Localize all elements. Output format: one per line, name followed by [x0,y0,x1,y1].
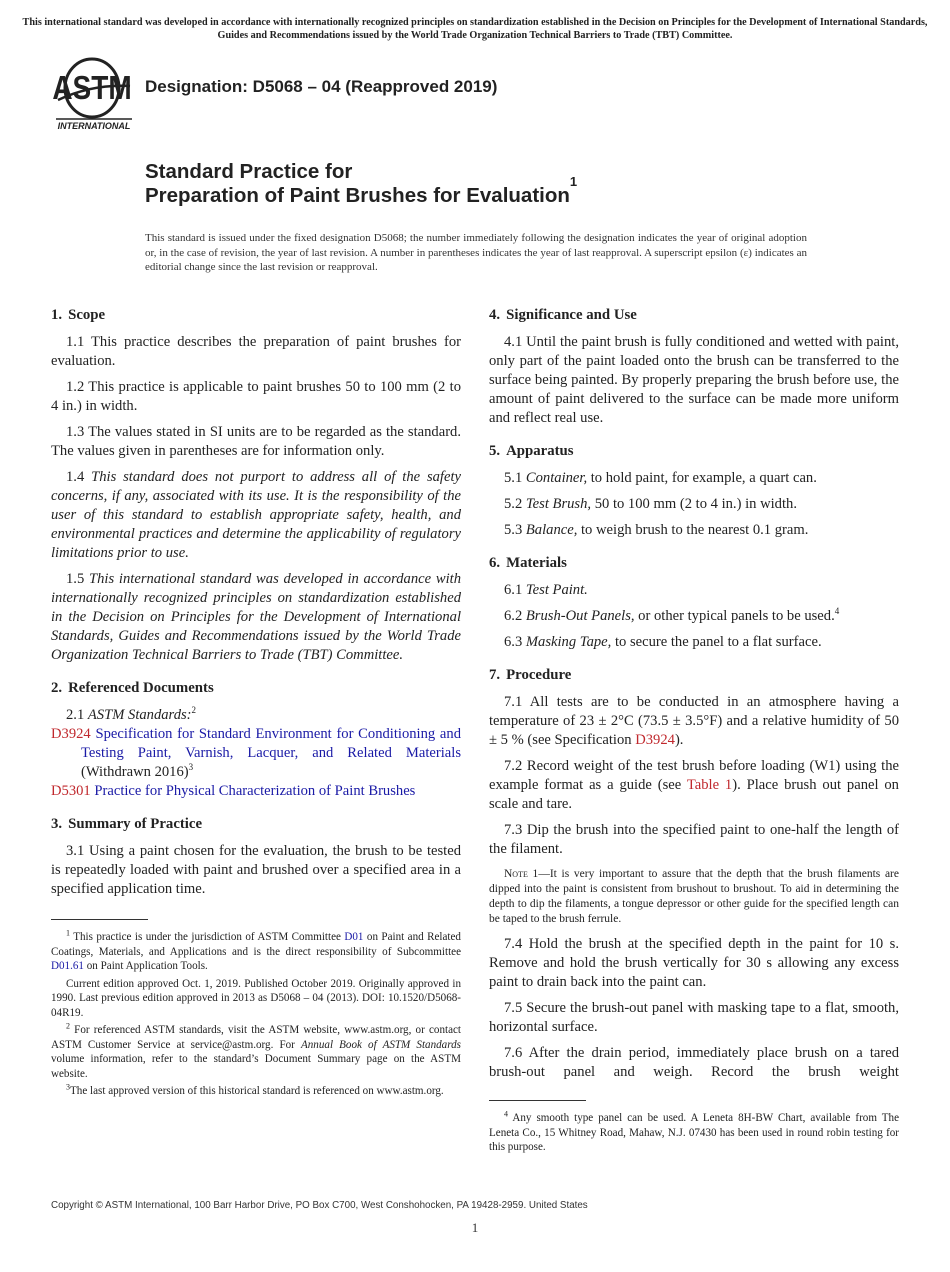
paragraph-1-5: 1.5 This international standard was developed in accordance with internationally recognized principles on standardization established in the Decision on Principles for the Development of International Standards, Guides and Recommendations issued by the World Trade Organization Technical Barriers to Trade (TBT) Committee. [51,571,462,663]
ref-title-link[interactable]: Specification for Standard Environment for Conditioning and Testing Paint, Varnish, Lacquer, and Related Materials [81,726,462,761]
section-scope [51,306,461,665]
paragraph-6-2: 6.2 Brush-Out Panels, or other typical panels to be used.$^4$ [504,606,840,624]
ref-code-link[interactable]: D5301 [51,783,91,799]
section-materials [489,554,899,652]
section-heading: 7. Procedure [489,667,572,683]
paragraph-2-1: 2.1 ASTM Standards:$^2$ [66,705,197,723]
section-heading: 3. Summary of Practice [51,816,203,832]
designation: Designation: D5068 – 04 (Reapproved 2019) [145,77,498,96]
section-summary [51,815,461,899]
section-significance [489,306,899,428]
paragraph-1-1: 1.1 This practice describes the preparation of paint brushes for evaluation. [51,334,461,369]
paragraph-7-1: 7.1 All tests are to be conducted in an atmosphere having a temperature of 23 ± 2°C (73.5 ± 3.5°F) and a relative humidity of 50 ± 5 % (see Specification D3924). [489,694,899,748]
ref-item-d5301 [51,782,461,801]
section-heading: 4. Significance and Use [489,307,637,323]
title-line-2 [145,174,578,208]
footnote-divider [489,1100,586,1101]
svg-text:INTERNATIONAL: INTERNATIONAL [57,121,131,131]
title-text: Preparation of Paint Brushes for Evaluation [145,184,570,207]
subcommittee-link[interactable]: D01.61 [51,960,84,972]
paragraph-7-5: 7.5 Secure the brush-out panel with masking tape to a flat, smooth, horizontal surface. [489,1000,899,1035]
paragraph-6-1: 6.1 Test Paint. [504,582,588,598]
table-1-link[interactable]: Table 1 [686,777,733,793]
title-line-1: Standard Practice for [145,160,353,183]
paragraph-4-1: 4.1 Until the paint brush is fully conditioned and wetted with paint, only part of the paint loaded onto the brush can be transferred to the surface being painted. By properly preparing the brush before use, the amount of paint delivered to the surface can be made more uniform and reflect real use. [489,334,899,426]
paragraph-3-1: 3.1 Using a paint chosen for the evaluation, the brush to be tested is repeatedly loaded with paint and brushed over a specified area in a specified application time. [51,843,461,897]
paragraph-7-3: 7.3 Dip the brush into the specified paint to one-half the length of the filament. [489,822,899,857]
document-title [145,160,577,208]
paragraph-7-4: 7.4 Hold the brush at the specified depth in the paint for 10 s. Remove and hold the brush vertically for 30 s allowing any excess paint to drain back into the paint can. [489,936,899,990]
paragraph-7-6: 7.6 After the drain period, immediately place brush on a tared brush-out panel and weigh. Record the brush weight [489,1045,899,1080]
ref-title-link[interactable]: Practice for Physical Characterization of Paint Brushes [94,783,416,799]
edition-note: Current edition approved Oct. 1, 2019. Published October 2019. Originally approved in 1990. Last previous edition approved in 2013 as D5068 – 04 (2013). DOI: 10.1520/D5068-04R19. [51,977,461,1019]
d3924-link[interactable]: D3924 [635,732,675,748]
footnote-ref[interactable]: 3 [188,762,194,773]
copyright-footer: Copyright © ASTM International, 100 Barr Harbor Drive, PO Box C700, West Conshohocken, PA 19428-2959. United States [51,1200,588,1211]
paragraph-5-3: 5.3 Balance, to weigh brush to the nearest 0.1 gram. [504,522,809,538]
tbt-notice: This international standard was developed in accordance with internationally recognized principles on standardization established in the Decision on Principles for the Development of International Standards, Guides and Recommendations issued by the World Trade Organization Technical Barriers to Trade (TBT) Committee. [22,17,928,41]
paragraph-6-3: 6.3 Masking Tape, to secure the panel to a flat surface. [504,634,822,650]
section-procedure [489,666,899,1082]
left-column [51,306,461,1102]
paragraph-5-2: 5.2 Test Brush, 50 to 100 mm (2 to 4 in.) in width. [504,496,797,512]
section-heading: 5. Apparatus [489,443,574,459]
footnote-ref[interactable]: 4 [834,606,840,617]
section-heading: 6. Materials [489,555,567,571]
ref-code-link[interactable]: D3924 [51,726,91,742]
title-footnote-mark[interactable]: 1 [569,174,578,189]
paragraph-5-1: 5.1 Container, to hold paint, for example, a quart can. [504,470,817,486]
paragraph-7-2: 7.2 Record weight of the test brush before loading (W1) using the example format as a guide (see Table 1). Place brush out panel on scale and tare. [489,758,899,812]
astm-logo [52,56,134,132]
section-apparatus [489,442,899,540]
footnote-divider [51,919,148,920]
issued-note: This standard is issued under the fixed designation D5068; the number immediately following the designation indicates the year of original adoption or, in the case of revision, the year of last revision. A number in parentheses indicates the year of last reapproval. A superscript epsilon (ε) indicates an editorial change since the last revision or reapproval. [145,232,807,273]
section-referenced-documents [51,679,461,801]
footnote-ref[interactable]: 2 [191,705,197,716]
paragraph-1-3: 1.3 The values stated in SI units are to be regarded as the standard. The values given in parentheses are for information only. [51,424,461,459]
section-heading: 2. Referenced Documents [51,680,214,696]
paragraph-1-4: 1.4 This standard does not purport to address all of the safety concerns, if any, associated with its use. It is the responsibility of the user of this standard to establish appropriate safety, health, and environmental practices and determine the applicability of regulatory limitations prior to use. [51,469,461,561]
astm-logo-icon [52,56,134,132]
ref-item-d3924: D3924 Specification for Standard Environment for Conditioning and Testing Paint, Varnish, Lacquer, and Related Materials (Withdrawn 2016)$^3$ [51,726,462,780]
committee-link[interactable]: D01 [344,931,364,943]
paragraph-1-2: 1.2 This practice is applicable to paint brushes 50 to 100 mm (2 to 4 in.) in width. [51,379,461,414]
section-heading: 1. Scope [51,307,106,323]
page-number: 1 [471,1220,479,1235]
svg-text:ASTM: ASTM [52,68,132,107]
right-column [489,306,899,1158]
footnote-2: $^2$ For referenced ASTM standards, visit the ASTM website, www.astm.org, or contact ASTM Customer Service at service@astm.org. For Annual Book of ASTM Standards volume information, refer to the standard’s Document Summary page on the ASTM website. [51,1021,461,1080]
footnote-4: $^4$ Any smooth type panel can be used. A Leneta 8H-BW Chart, available from The Leneta Co., 15 Whitney Road, Mahaw, N.J. 07430 has been used in round robin testing for this purpose. [489,1109,899,1153]
footnote-1: $^1$ This practice is under the jurisdiction of ASTM Committee D01 on Paint and Related Coatings, Materials, and Applications and is the direct responsibility of Subcommittee D01.61 on Paint Application Tools. [51,928,461,972]
footnote-3: $^3$The last approved version of this historical standard is referenced on www.astm.org. [66,1082,444,1097]
note-1: Note 1—It is very important to assure that the depth that the brush filaments are dipped into the paint is consistent from brushout to brushout. To aid in determining the depth to dip the filaments, a tongue depressor or other guide for the specified length can be taped to the brush ferrule. [489,868,899,925]
